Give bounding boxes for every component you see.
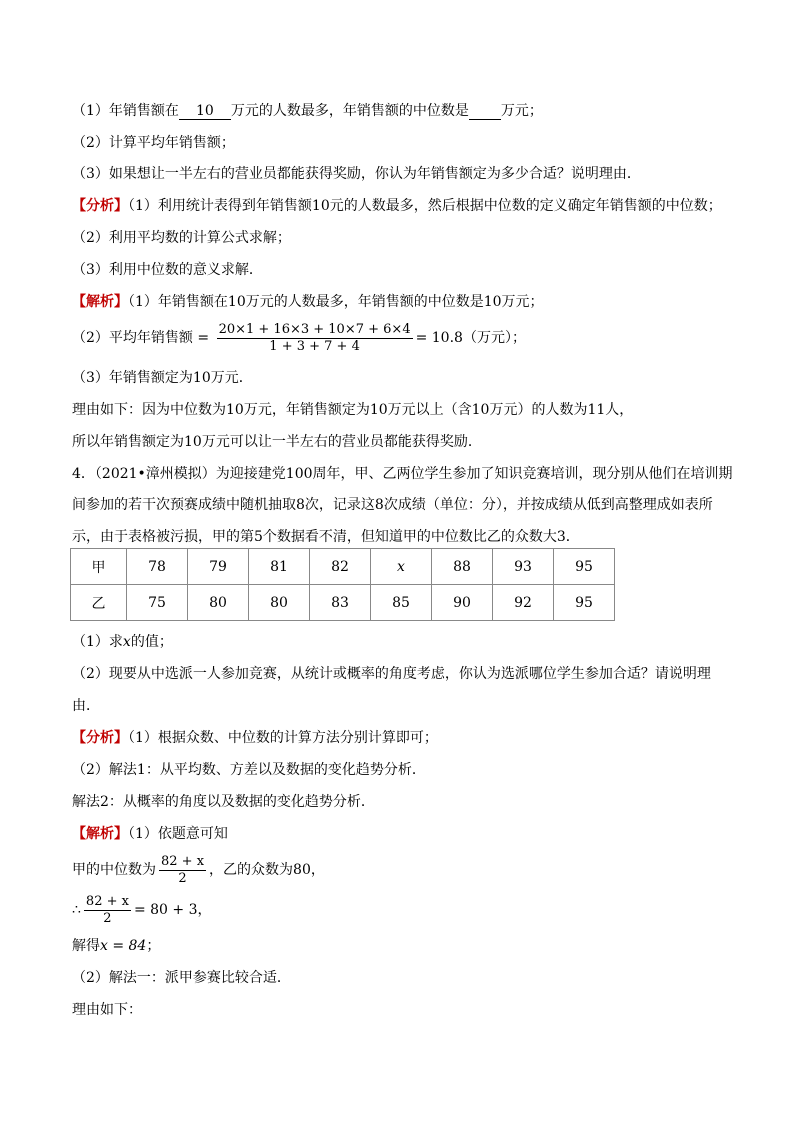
q4-reason: 理由如下： [72, 1002, 142, 1018]
table-row-header: 甲 [71, 549, 127, 585]
table-cell: 90 [432, 585, 493, 621]
table-cell: 88 [432, 549, 493, 585]
q3-part3: （3）如果想让一半左右的营业员都能获得奖励，你认为年销售额定为多少合适？说明理由． [72, 166, 641, 182]
q4-equation-line: ∴ $\frac{82 + x}{2}$ = 80 + 3， [72, 893, 212, 926]
median-fraction: $\frac{82 + x}{2}$ [161, 853, 205, 886]
q3-reason-1: 理由如下：因为中位数为10万元，年销售额定为10万元以上（含10万元）的人数为11人， [72, 402, 634, 418]
q4-ask-2-line2: 由． [72, 698, 100, 714]
answer-blank-1: 10 [179, 103, 231, 120]
table-cell: 92 [493, 585, 554, 621]
q3-analysis-3: （3）利用中位数的意义求解． [72, 262, 263, 278]
q3-reason-2: 所以年销售额定为10万元可以让一半左右的营业员都能获得奖励． [72, 434, 482, 450]
solution-tag: 【解析】 [72, 826, 128, 842]
table-cell: 75 [127, 585, 188, 621]
q4-solution-1: 【解析】（1）依题意可知 [72, 826, 228, 842]
table-cell: 95 [554, 585, 615, 621]
q3-part2: （2）计算平均年销售额； [72, 135, 235, 151]
table-cell: 80 [249, 585, 310, 621]
q3-part1: （1）年销售额在 10 万元的人数最多，年销售额的中位数是 万元； [72, 103, 543, 119]
q4-stem-1: 4．（2021•漳州模拟）为迎接建党100周年，甲、乙两位学生参加了知识竞赛培训，现分别从他们在培训期 [72, 466, 733, 482]
q4-analysis-1: 【分析】（1）根据众数、中位数的计算方法分别计算即可； [72, 730, 438, 746]
table-row-header: 乙 [71, 585, 127, 621]
table-cell: x [371, 549, 432, 585]
table-cell: 81 [249, 549, 310, 585]
q3-solution-1: 【解析】（1）年销售额在10万元的人数最多，年销售额的中位数是10万元； [72, 294, 544, 310]
q3-analysis-2: （2）利用平均数的计算公式求解； [72, 230, 291, 246]
table-cell: 80 [188, 585, 249, 621]
q4-analysis-2: （2）解法1：从平均数、方差以及数据的变化趋势分析． [72, 762, 426, 778]
q4-stem-2: 间参加的若干次预赛成绩中随机抽取8次，记录这8次成绩（单位：分），并按成绩从低到高整理成如表所 [72, 497, 713, 513]
q4-solution-2: （2）解法一：派甲参赛比较合适． [72, 970, 291, 986]
scores-table [70, 548, 615, 621]
therefore-symbol: ∴ [72, 902, 81, 918]
table-cell: 79 [188, 549, 249, 585]
answer-blank-2 [469, 103, 501, 120]
analysis-tag: 【分析】 [72, 198, 128, 214]
table-row [71, 585, 615, 621]
q3-analysis-1: 【分析】（1）利用统计表得到年销售额10元的人数最多，然后根据中位数的定义确定年销售额的中位数； [72, 198, 722, 214]
q3-solution-2: （2）平均年销售额 = $\frac{20\times 1 + 16\times 3 + 10\times 7 + 6\times 4}{1 + 3 + 7 + 4}$ = 10.8（万元）； [72, 321, 526, 354]
table-cell: 83 [310, 585, 371, 621]
solution-tag: 【解析】 [72, 294, 128, 310]
q3-solution-3: （3）年销售额定为10万元． [72, 370, 253, 386]
average-fraction: $\frac{20\times 1 + 16\times 3 + 10\times 7 + 6\times 4}{1 + 3 + 7 + 4}$ [218, 321, 411, 354]
table-cell: 85 [371, 585, 432, 621]
q4-ask-2-line1: （2）现要从中选派一人参加竞赛，从统计或概率的角度考虑，你认为选派哪位学生参加合适？请说明理 [72, 666, 711, 682]
equation-fraction: $\frac{82 + x}{2}$ [85, 893, 129, 926]
q4-stem-3: 示，由于表格被污损，甲的第5个数据看不清，但知道甲的中位数比乙的众数大3． [72, 529, 580, 545]
table-row [71, 549, 615, 585]
table-cell: 78 [127, 549, 188, 585]
q4-solve-line: 解得x = 84； [72, 938, 161, 954]
table-cell: 93 [493, 549, 554, 585]
table-cell: 95 [554, 549, 615, 585]
analysis-tag: 【分析】 [72, 730, 128, 746]
table-cell: 82 [310, 549, 371, 585]
q4-analysis-3: 解法2：从概率的角度以及数据的变化趋势分析． [72, 794, 375, 810]
q4-median-line: 甲的中位数为 $\frac{82 + x}{2}$ ，乙的众数为80， [72, 853, 325, 886]
q4-ask-1: （1）求x的值； [72, 634, 173, 650]
